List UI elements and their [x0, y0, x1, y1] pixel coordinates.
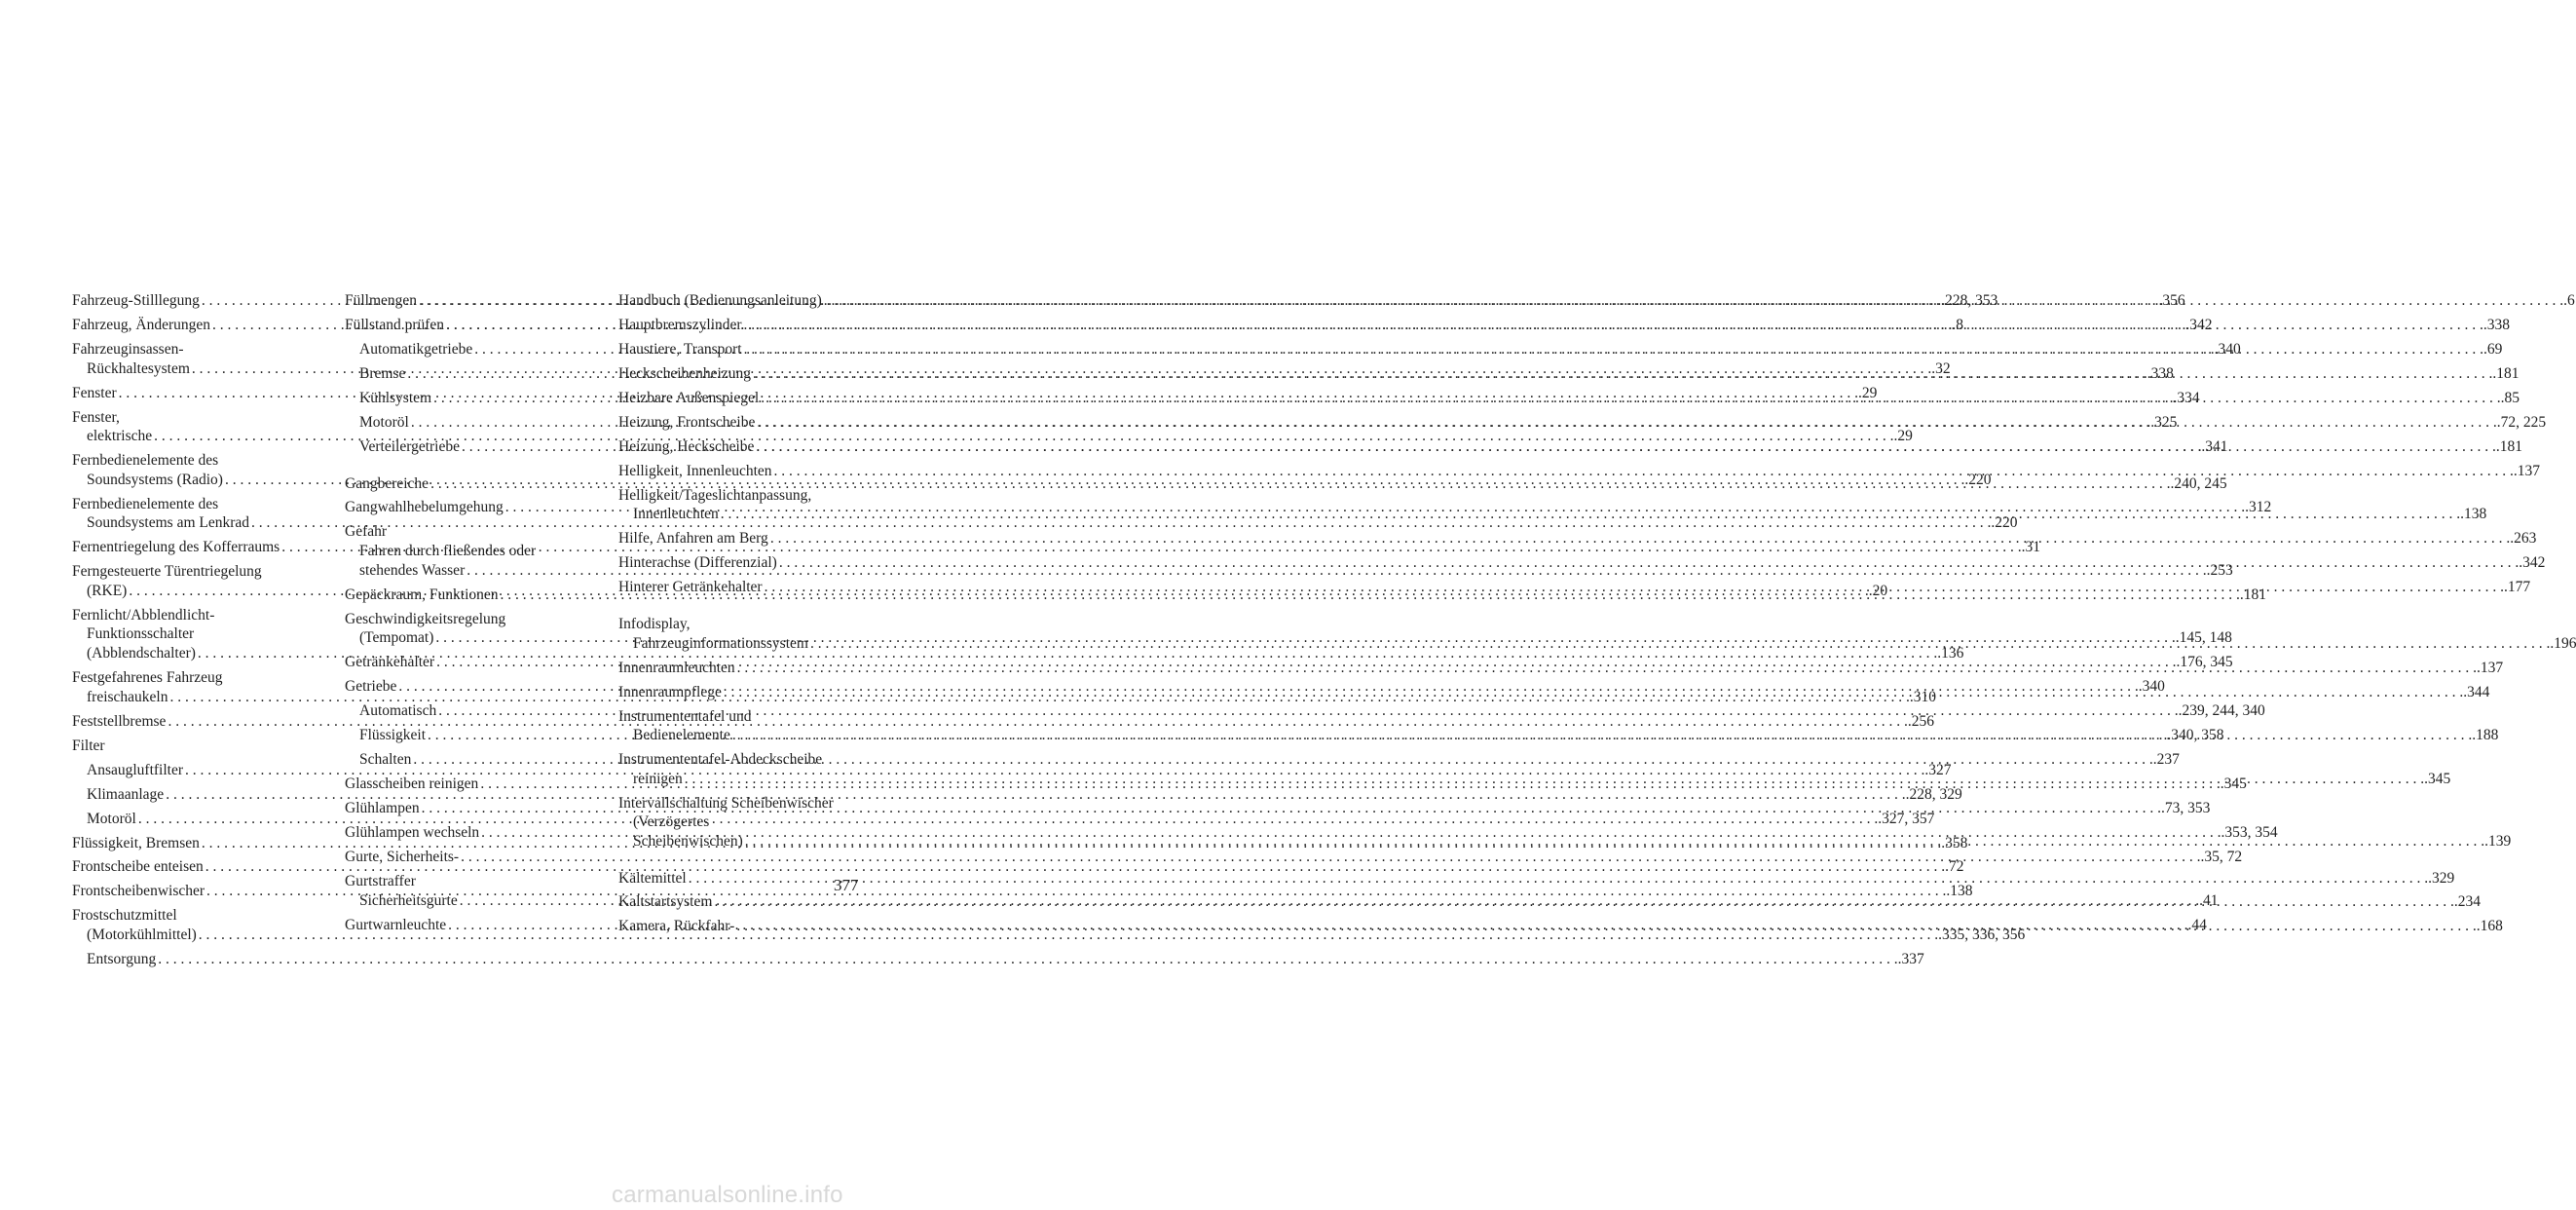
entry-label: Kältemittel: [618, 869, 687, 887]
entry-pages: .342: [2519, 554, 2546, 572]
sub-entry-label: Klimaanlage: [87, 785, 165, 803]
entry-term: [618, 486, 861, 506]
entry-pages: .72, 225: [2496, 413, 2547, 431]
entry-pages: .181: [2239, 586, 2267, 603]
entry-term: [72, 737, 312, 756]
entry-pages: .181: [2495, 437, 2522, 455]
entry-label: Hilfe, Anfahren am Berg: [618, 530, 768, 548]
entry-pages: .139: [2484, 832, 2512, 850]
entry-term: [72, 562, 312, 582]
entry-term: [618, 869, 2455, 889]
entry-label: Frostschutzmittel: [72, 907, 177, 925]
entry-term: [345, 610, 586, 629]
entry-label: Handbuch (Bedienungsanleitung): [618, 292, 822, 309]
entry-label: Rückhaltesystem: [87, 359, 190, 377]
sub-entry-pages: .334: [2173, 389, 2200, 406]
entry-pages: .6: [2563, 292, 2575, 309]
sub-entry: [72, 950, 1924, 969]
leader-dots: [730, 726, 2472, 745]
entry-pages: .145, 148: [2175, 629, 2232, 647]
entry-label: (Abblendschalter): [87, 645, 196, 662]
entry-label: Heckscheibenheizung: [618, 364, 751, 382]
sub-entry-label: Verteilergetriebe: [359, 437, 460, 455]
entry-label: Füllstand prüfen: [345, 316, 445, 333]
entry-label: Instrumententafel-Abdeckscheibe: [618, 751, 823, 769]
sub-entry-pages: .325: [2150, 413, 2178, 431]
entry-continuation: [618, 770, 2451, 789]
entry-term: [618, 750, 861, 770]
entry-pages: .188: [2472, 727, 2499, 744]
entry-label: Getriebe: [345, 678, 397, 696]
entry-label: Fahrzeuginsassen-: [72, 340, 184, 358]
entry-pages: .342: [2185, 316, 2213, 333]
leader-dots: [768, 529, 2510, 548]
entry-pages: .29: [1858, 384, 1878, 401]
entry-pages: .234: [2453, 893, 2481, 911]
entry-label: Gurtwarnleuchte: [345, 916, 447, 933]
entry-label: Helligkeit/Tageslichtanpassung,: [618, 486, 812, 504]
leader-dots: [156, 950, 1897, 969]
entry-label: Fenster: [72, 384, 117, 401]
sub-entry-label: Automatisch: [359, 702, 437, 720]
entry-pages: .41: [2199, 891, 2219, 909]
entry-label: Kamera, Rückfahr-: [618, 918, 735, 935]
sub-entry-pages: .237: [2152, 751, 2180, 769]
entry-pages: .20: [1868, 582, 1888, 599]
sub-entry-pages: .340: [2214, 340, 2241, 358]
entry-pages: .310: [1909, 688, 1936, 705]
entry-label: Feststellbremse: [72, 712, 167, 730]
entry-pages: .137: [2477, 659, 2504, 676]
entry-pages: .138: [1946, 883, 1973, 900]
entry-label: Sicherheitsgurte: [359, 891, 458, 909]
entry-pages: .31: [2021, 539, 2040, 556]
leader-dots: [683, 770, 2424, 789]
leader-dots: [808, 634, 2550, 654]
entry-pages: .44: [2187, 916, 2207, 933]
entry-term: [345, 872, 586, 891]
entry-pages: .73, 353: [2161, 800, 2211, 817]
entry-pages: .177: [2503, 579, 2531, 596]
entry-label: Gangwahlhebelumgehung: [345, 499, 504, 516]
entry-pages: .136: [1937, 645, 1964, 662]
entry-label: Ferngesteuerte Türentriegelung: [72, 563, 262, 581]
entry-label: (Tempomat): [359, 629, 434, 647]
entry-label: Glühlampen wechseln: [345, 824, 480, 842]
sub-entry-label: Entsorgung: [87, 951, 157, 968]
sub-entry-label: Ansaugluftfilter: [87, 761, 184, 778]
entry-label: Kaltstartsystem: [618, 893, 713, 911]
entry-pages: .356: [2158, 292, 2185, 309]
entry-pages: .240, 245: [2170, 474, 2227, 492]
index-entry: [345, 848, 2243, 867]
leader-dots: [722, 683, 2463, 702]
entry-pages: .329: [2428, 869, 2455, 887]
entry-label: elektrische: [87, 428, 153, 445]
entry-pages: .340: [2138, 678, 2165, 696]
entry-label: Hauptbremszylinder: [618, 316, 742, 333]
entry-pages: .338: [2483, 316, 2511, 333]
page-number: 377: [834, 876, 859, 894]
entry-pages: .69: [2483, 340, 2503, 358]
leader-dots: [822, 291, 2563, 311]
entry-label: Füllmengen: [345, 292, 418, 309]
entry-label: Innenraumleuchten: [618, 659, 735, 676]
entry-label: (RKE): [87, 582, 128, 599]
entry-label: Glasscheiben reinigen: [345, 775, 479, 793]
leader-dots: [763, 578, 2504, 597]
entry-pages: .353, 354: [2221, 824, 2278, 842]
entry-pages: .137: [2513, 462, 2541, 479]
entry-pages: .345: [2220, 775, 2247, 793]
entry-pages: .312: [2245, 499, 2272, 516]
entry-label: Hinterachse (Differenzial): [618, 554, 777, 572]
entry-pages: .228, 353: [1941, 292, 1998, 309]
entry-term: [618, 794, 861, 813]
entry-label: Filter: [72, 737, 105, 754]
entry-pages: .345: [2424, 770, 2451, 787]
entry-pages: .8: [1952, 316, 1964, 333]
entry-label: (Motorkühlmittel): [87, 926, 197, 944]
entry-pages: .35, 72: [2200, 849, 2243, 866]
entry-term: [72, 606, 312, 625]
entry-term: [72, 408, 312, 428]
entry-term: [72, 495, 312, 514]
leader-dots: [777, 553, 2519, 573]
entry-label: Glühlampen: [345, 800, 420, 817]
entry-pages: .29: [1893, 428, 1913, 445]
entry-label: Fernbedienelemente des: [72, 452, 219, 470]
entry-label: Gangbereiche: [345, 474, 429, 492]
entry-pages: .138: [2460, 506, 2487, 523]
watermark-text: carmanualsonline.info: [612, 1182, 843, 1208]
entry-label: Soundsystems (Radio): [87, 471, 223, 488]
entry-term: [72, 340, 312, 359]
sub-entry-label: Motoröl: [359, 413, 409, 431]
sub-entry-label: Bremse: [359, 364, 406, 382]
entry-term: [618, 615, 861, 634]
entry-term: [345, 522, 586, 542]
entry-pages: .358: [1941, 834, 1968, 851]
entry-label: Fahren durch fließendes oder: [359, 543, 537, 560]
leader-dots: [742, 340, 2483, 359]
entry-term: [345, 848, 2243, 867]
leader-dots: [687, 869, 2428, 889]
entry-label: Fernbedienelemente des: [72, 495, 219, 512]
sub-entry-pages: .228, 329: [1905, 785, 1962, 803]
entry-pages: .168: [2476, 918, 2503, 935]
leader-dots: [742, 316, 2483, 335]
entry-pages: .220: [1964, 471, 1992, 488]
sub-entry-pages: .327: [1924, 761, 1952, 778]
entry-label: Flüssigkeit, Bremsen: [72, 834, 200, 851]
sub-entry-label: Kühlsystem: [359, 389, 432, 406]
entry-label: Getränkehalter: [345, 654, 435, 671]
leader-dots: [719, 505, 2460, 524]
entry-label: Hinterer Getränkehalter: [618, 579, 763, 596]
entry-label: Heizbare Außenspiegel: [618, 389, 760, 406]
entry-label: Gepäckraum, Funktionen: [345, 586, 499, 603]
entry-pages: .256: [1907, 712, 1934, 730]
entry-term: [72, 668, 312, 688]
index-entry: [618, 869, 2455, 889]
entry-label: Haustiere, Transport: [618, 340, 742, 358]
entry-label: freischaukeln: [87, 688, 168, 705]
sub-entry-label: Schalten: [359, 751, 412, 769]
entry-label: Innenleuchten: [633, 506, 719, 523]
entry-label: Innenraumpflege: [618, 683, 722, 700]
entry-pages: .32: [1931, 359, 1951, 377]
entry-label: Bedienelemente: [633, 727, 730, 744]
leader-dots: [734, 917, 2476, 936]
entry-label: Scheibenwischen): [633, 832, 743, 850]
entry-continuation: [345, 542, 586, 561]
entry-label: Gurtstraffer: [345, 873, 416, 890]
entry-label: Fahrzeug-Stilllegung: [72, 292, 200, 309]
entry-label: Fahrzeuginformationssystem: [633, 634, 808, 652]
entry-label: Infodisplay,: [618, 616, 691, 633]
entry-label: Heizung, Heckscheibe: [618, 437, 755, 455]
entry-label: Festgefahrenes Fahrzeug: [72, 669, 223, 686]
sub-entry-pages: .338: [2147, 364, 2174, 382]
leader-dots: [754, 437, 2495, 457]
entry-label: Funktionsschalter: [87, 625, 195, 643]
leader-dots: [755, 413, 2496, 433]
entry-label: Fahrzeug, Änderungen: [72, 316, 211, 333]
entry-label: Gurte, Sicherheits-: [345, 849, 460, 866]
entry-pages: .220: [1991, 514, 2018, 532]
leader-dots: [735, 659, 2477, 678]
entry-pages: .253: [2206, 561, 2233, 579]
entry-label: Soundsystems am Lenkrad: [87, 514, 250, 532]
entry-pages: .85: [2500, 389, 2520, 406]
leader-dots: [759, 389, 2500, 408]
entry-pages: .335, 336, 356: [1938, 926, 2026, 944]
entry-label: (Verzögertes: [633, 813, 710, 831]
entry-label: Gefahr: [345, 523, 388, 541]
entry-term: [618, 707, 861, 727]
entry-label: Heizung, Frontscheibe: [618, 413, 756, 431]
sub-entry-pages: .239, 244, 340: [2178, 702, 2265, 720]
entry-label: Fernentriegelung des Kofferraums: [72, 539, 280, 556]
entry-pages: .181: [2492, 364, 2520, 382]
entry-term: [72, 906, 312, 926]
entry-pages: .72: [1945, 858, 1964, 876]
entry-pages: .196: [2550, 634, 2576, 652]
sub-entry-label: Motoröl: [87, 810, 136, 827]
leader-dots: [751, 364, 2492, 384]
sub-entry-pages: .341: [2201, 437, 2228, 455]
entry-continuation: [72, 624, 312, 644]
entry-label: Frontscheibenwischer: [72, 883, 205, 900]
entry-term: [72, 451, 312, 471]
entry-label: stehendes Wasser: [359, 561, 466, 579]
entry-label: Instrumententafel und: [618, 707, 752, 725]
entry-label: Fenster,: [72, 408, 120, 426]
sub-entry-pages: .340, 358: [2167, 727, 2224, 744]
sub-entry-pages: .327, 357: [1878, 810, 1935, 827]
entry-label: Helligkeit, Innenleuchten: [618, 462, 772, 479]
entry-label: Geschwindigkeitsregelung: [345, 610, 506, 627]
entry-pages: .344: [2463, 683, 2490, 700]
entry-pages: .263: [2510, 530, 2537, 548]
entry-label: Intervallschaltung Scheibenwischer: [618, 794, 834, 812]
sub-entry-pages: .337: [1897, 951, 1924, 968]
leader-dots: [743, 832, 2484, 851]
entry-label: reinigen: [633, 770, 683, 787]
entry-label: Frontscheibe enteisen: [72, 858, 204, 876]
entry-label: Fernlicht/Abblendlicht-: [72, 606, 215, 624]
leader-dots: [772, 462, 2514, 481]
sub-entry-label: Flüssigkeit: [359, 727, 427, 744]
leader-dots: [712, 892, 2453, 912]
sub-entry-label: Automatikgetriebe: [359, 340, 473, 358]
entry-pages: .176, 345: [2176, 654, 2233, 671]
entry-continuation: [618, 813, 861, 832]
